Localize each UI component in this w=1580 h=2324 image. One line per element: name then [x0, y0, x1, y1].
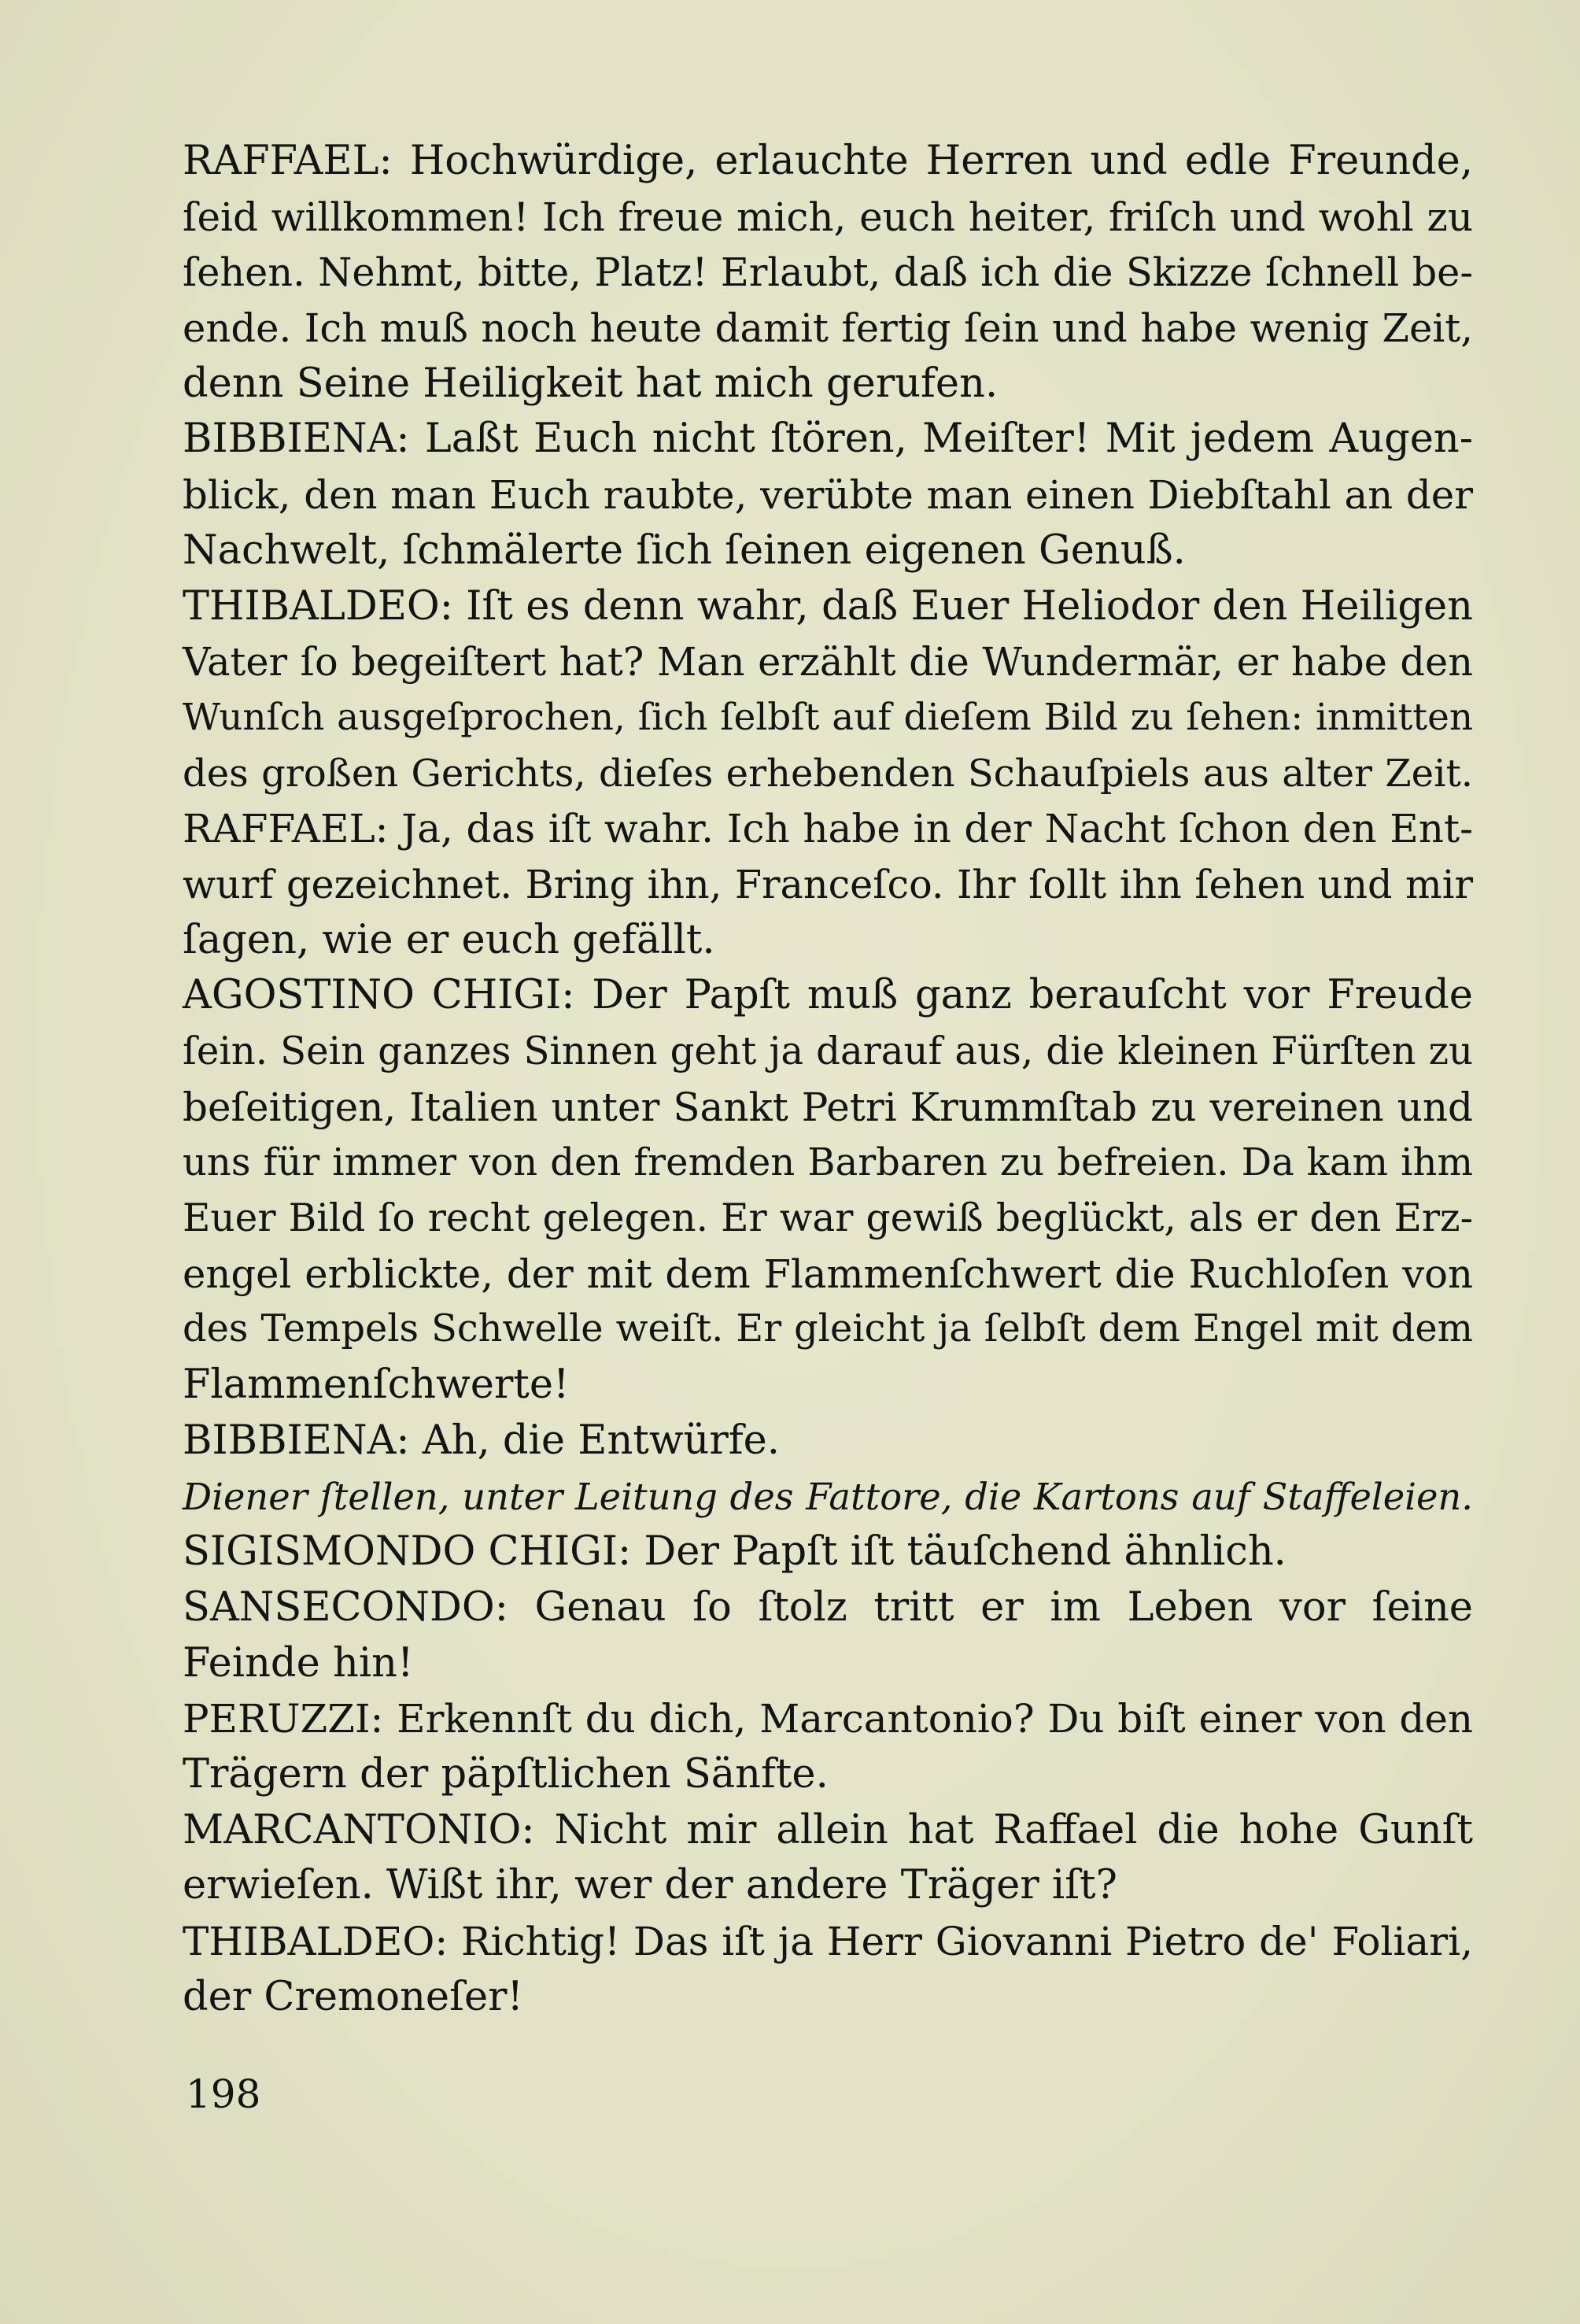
text-line: Euer Bild ſo recht gelegen. Er war gewiß beglückt, als er den Erz- [183, 1196, 1473, 1241]
text-line: SANSECONDO: Genau ſo ſtolz tritt er im Leben vor ſeine [183, 1583, 1473, 1631]
text-line: Flammenſchwerte! [183, 1362, 570, 1409]
text-line: ende. Ich muß noch heute damit fertig ſein und habe wenig Zeit, [183, 305, 1473, 352]
text-line: RAFFAEL: Ja, das iſt wahr. Ich habe in der Nacht ſchon den Ent- [183, 806, 1473, 852]
text-line: beſeitigen, Italien unter Sankt Petri Krummſtab zu vereinen und [183, 1084, 1473, 1130]
text-line: erwieſen. Wißt ihr, wer der andere Träger iſt? [183, 1862, 1117, 1909]
text-line: SIGISMONDO CHIGI: Der Papſt iſt täuſchend ähnlich. [183, 1528, 1287, 1576]
text-line: Feinde hin! [183, 1639, 414, 1687]
text-line: wurf gezeichnet. Bring ihn, Franceſco. Ihr ſollt ihn ſehen und mir [183, 861, 1473, 907]
text-line: BIBBIENA: Ah, die Entwürfe. [183, 1417, 780, 1464]
text-line: THIBALDEO: Richtig! Das iſt ja Herr Giovanni Pietro de' Foliari, [183, 1919, 1473, 1964]
text-line: PERUZZI: Erkennſt du dich, Marcantonio? Du biſt einer von den [183, 1696, 1473, 1742]
text-line: ſein. Sein ganzes Sinnen geht ja darauf aus, die kleinen Fürſten zu [183, 1029, 1473, 1073]
text-line: des Tempels Schwelle weiſt. Er gleicht ja ſelbſt dem Engel mit dem [183, 1307, 1473, 1351]
text-line: blick, den man Euch raubte, verübte man einen Diebſtahl an der [183, 472, 1473, 519]
text-line: der Cremoneſer! [183, 1973, 524, 2020]
text-line: AGOSTINO CHIGI: Der Papſt muß ganz berauſcht vor Freude [183, 972, 1473, 1019]
text-line: des großen Gerichts, dieſes erhebenden Schauſpiels aus alter Zeit. [183, 751, 1473, 796]
text-line: ſagen, wie er euch gefällt. [183, 916, 715, 963]
text-line: engel erblickte, der mit dem Flammenſchwert die Ruchloſen von [183, 1251, 1473, 1297]
text-line: Vater ſo begeiſtert hat? Man erzählt die Wundermär, er habe den [183, 639, 1473, 685]
text-line: ſeid willkommen! Ich freue mich, euch heiter, friſch und wohl zu [183, 194, 1473, 240]
text-line: denn Seine Heiligkeit hat mich gerufen. [183, 360, 999, 407]
page-number: 198 [186, 2071, 261, 2117]
text-line: Wunſch ausgeſprochen, ſich ſelbſt auf dieſem Bild zu ſehen: inmitten [183, 696, 1473, 739]
text-line: uns für immer von den fremden Barbaren zu befreien. Da kam ihm [183, 1140, 1473, 1185]
text-line: ſehen. Nehmt, bitte, Platz! Erlaubt, daß ich die Skizze ſchnell be- [183, 249, 1473, 296]
text-line: THIBALDEO: Iſt es denn wahr, daß Euer Heliodor den Heiligen [183, 582, 1473, 630]
text-line: BIBBIENA: Laßt Euch nicht ſtören, Meiſter! Mit jedem Augen- [183, 416, 1473, 463]
text-line: Trägern der päpſtlichen Sänfte. [183, 1750, 829, 1797]
text-line: RAFFAEL: Hochwürdige, erlauchte Herren und edle Freunde, [183, 138, 1473, 184]
text-line: MARCANTONIO: Nicht mir allein hat Raffael die hohe Gunſt [183, 1806, 1473, 1853]
page-text-block [183, 134, 1473, 2025]
text-line: Diener ſtellen, unter Leitung des Fattore, die Kartons auf Staffeleien. [183, 1475, 1473, 1518]
text-line: Nachwelt, ſchmälerte ſich ſeinen eigenen Genuß. [183, 527, 1186, 574]
